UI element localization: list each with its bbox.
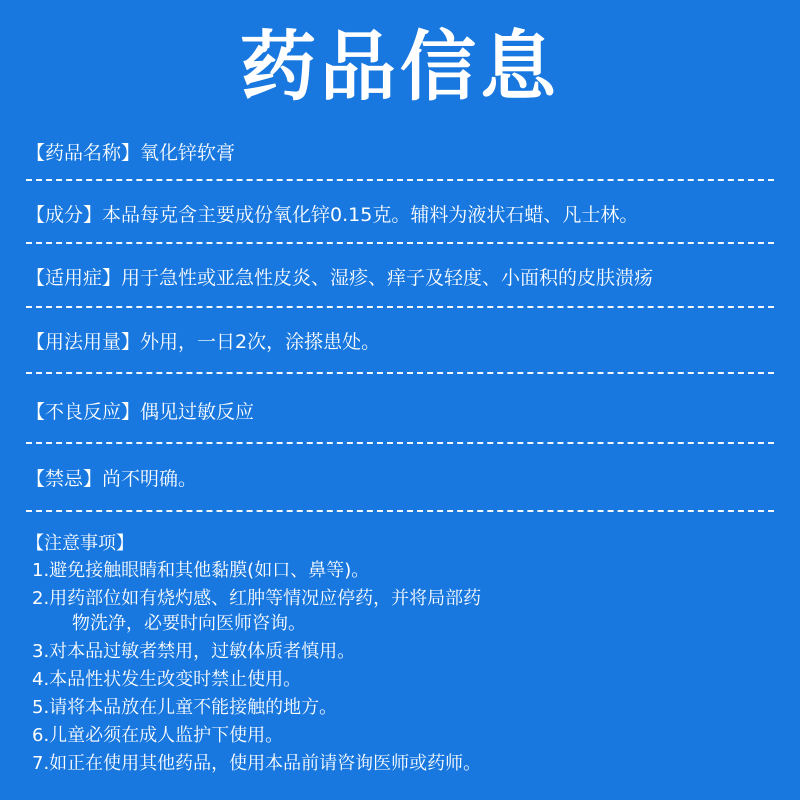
- info-label: 【药品名称】: [26, 142, 141, 164]
- info-label: 【禁忌】: [26, 468, 103, 490]
- dashed-divider: [26, 179, 774, 181]
- info-value: 氧化锌软膏: [140, 142, 236, 164]
- precautions-section: [26, 532, 481, 780]
- precaution-item: 6.儿童必须在成人监护下使用。: [32, 725, 284, 746]
- precaution-item: 4.本品性状发生改变时禁止使用。: [32, 669, 302, 690]
- precaution-item: 5.请将本品放在儿童不能接触的地方。: [32, 697, 338, 718]
- precaution-item: [32, 587, 481, 635]
- info-label: 【用法用量】: [26, 331, 141, 353]
- dashed-divider: [26, 306, 774, 308]
- info-row-indications: [26, 265, 653, 291]
- dashed-divider: [26, 510, 774, 512]
- info-row-drug-name: [26, 140, 235, 166]
- dashed-divider: [26, 372, 774, 374]
- page-title: 药品信息: [240, 22, 560, 111]
- info-value: 本品每克含主要成份氧化锌0.15克。辅料为液状石蜡、凡士林。: [102, 204, 639, 226]
- info-label: 【成分】: [26, 204, 103, 226]
- precaution-item-text: 2.用药部位如有烧灼感、红肿等情况应停药，并将局部药: [32, 588, 482, 609]
- info-label: 【不良反应】: [26, 401, 141, 423]
- dashed-divider: [26, 242, 774, 244]
- precaution-item: 3.对本品过敏者禁用，过敏体质者慎用。: [32, 641, 356, 662]
- info-value: 用于急性或亚急性皮炎、湿疹、痒子及轻度、小面积的皮肤溃疡: [121, 267, 654, 289]
- precaution-item-continuation: 物洗净，必要时向医师咨询。: [72, 613, 306, 634]
- dashed-divider: [26, 442, 774, 444]
- info-row-ingredients: [26, 202, 638, 228]
- info-value: 外用，一日2次，涂搽患处。: [140, 331, 381, 353]
- precaution-item: 7.如正在使用其他药品，使用本品前请咨询医师或药师。: [32, 753, 482, 774]
- precaution-item: 1.避免接触眼睛和其他黏膜(如口、鼻等)。: [32, 560, 370, 581]
- info-label: 【适用症】: [26, 267, 122, 289]
- info-value: 尚不明确。: [102, 468, 198, 490]
- info-value: 偶见过敏反应: [140, 401, 255, 423]
- info-row-dosage: [26, 329, 380, 355]
- info-row-adverse-reactions: [26, 399, 254, 425]
- info-row-contraindications: [26, 466, 197, 492]
- precautions-heading: 【注意事项】: [26, 533, 134, 554]
